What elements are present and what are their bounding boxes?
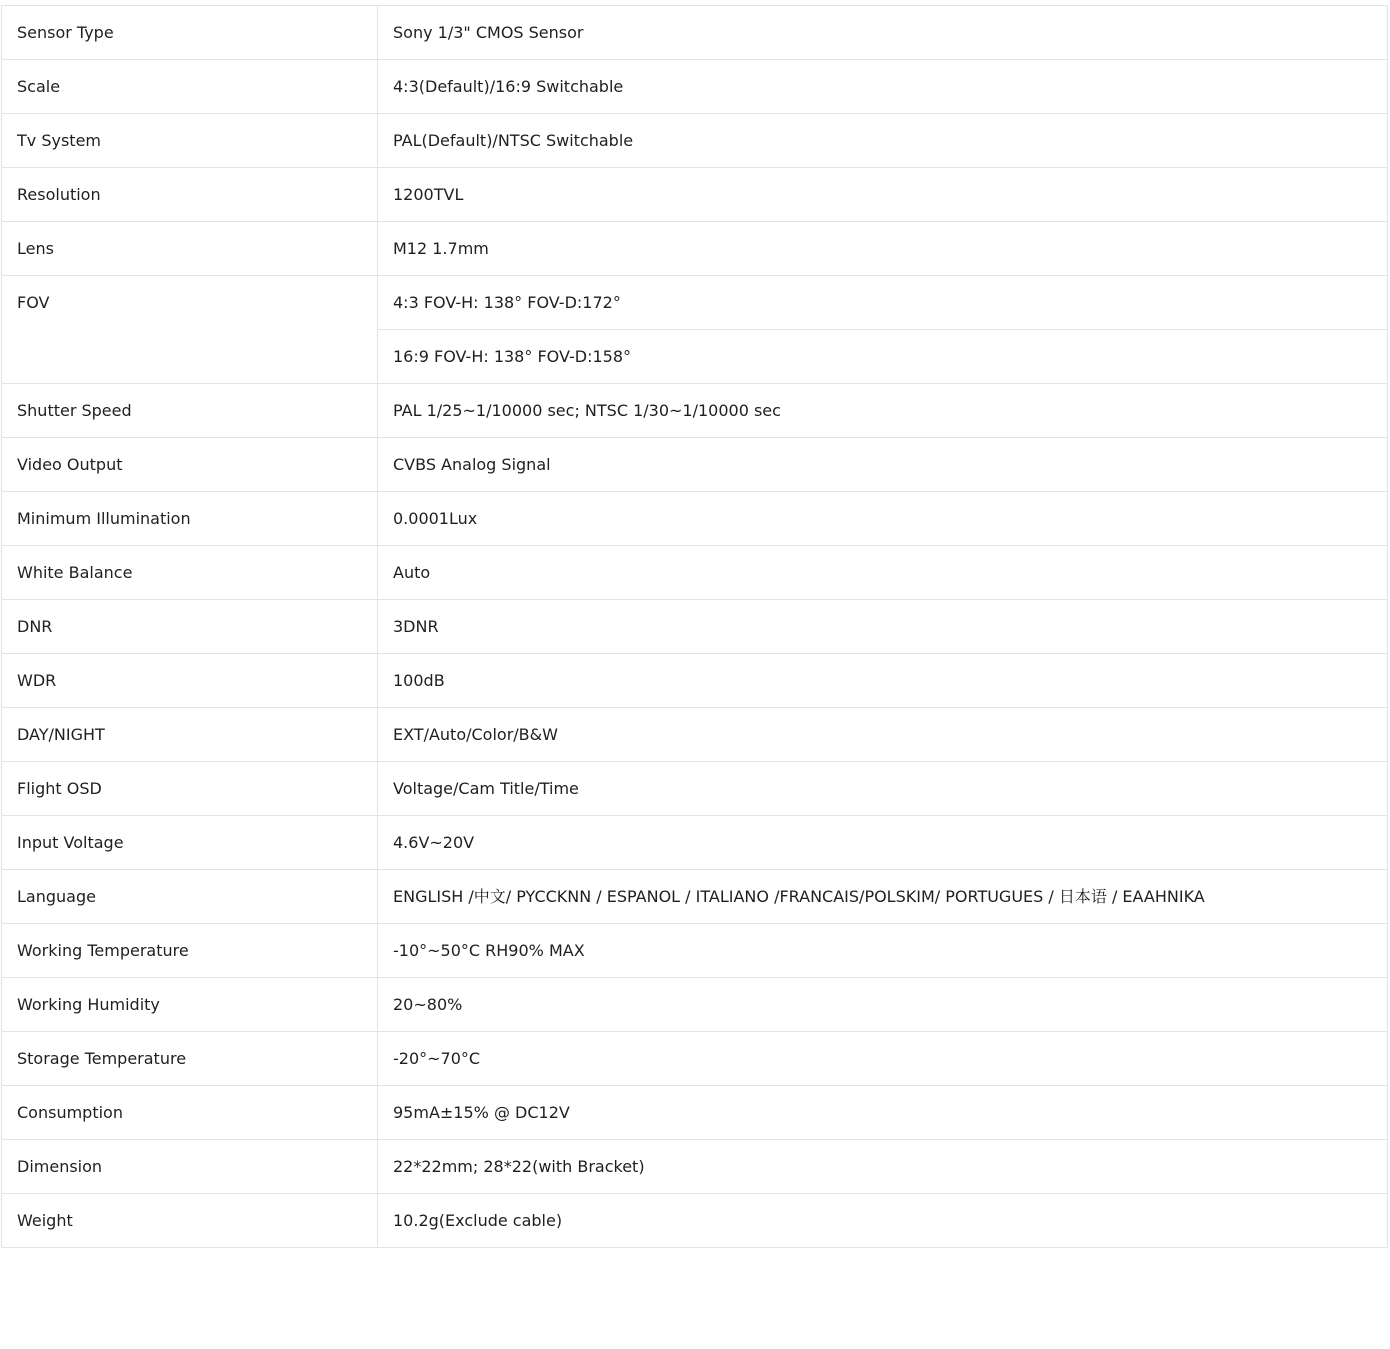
spec-label: Scale	[2, 60, 378, 114]
spec-label: Sensor Type	[2, 6, 378, 60]
spec-row	[2, 546, 1388, 600]
spec-label: DAY/NIGHT	[2, 708, 378, 762]
spec-value: 3DNR	[378, 600, 1388, 654]
spec-value: CVBS Analog Signal	[378, 438, 1388, 492]
spec-label: Tv System	[2, 114, 378, 168]
spec-label: Dimension	[2, 1140, 378, 1194]
spec-value: 22*22mm; 28*22(with Bracket)	[378, 1140, 1388, 1194]
spec-value: Voltage/Cam Title/Time	[378, 762, 1388, 816]
spec-value: 10.2g(Exclude cable)	[378, 1194, 1388, 1248]
spec-table-body	[2, 6, 1388, 1248]
spec-value: -10°~50°C RH90% MAX	[378, 924, 1388, 978]
spec-value: 95mA±15% @ DC12V	[378, 1086, 1388, 1140]
spec-row	[2, 978, 1388, 1032]
spec-label: Working Temperature	[2, 924, 378, 978]
spec-label: Language	[2, 870, 378, 924]
spec-row	[2, 708, 1388, 762]
spec-value: PAL 1/25~1/10000 sec; NTSC 1/30~1/10000 sec	[378, 384, 1388, 438]
spec-value: 16:9 FOV-H: 138° FOV-D:158°	[378, 330, 1388, 384]
spec-table	[1, 5, 1388, 1248]
spec-value: 1200TVL	[378, 168, 1388, 222]
spec-label: Storage Temperature	[2, 1032, 378, 1086]
spec-value: 4:3(Default)/16:9 Switchable	[378, 60, 1388, 114]
spec-label: Flight OSD	[2, 762, 378, 816]
spec-label: Video Output	[2, 438, 378, 492]
spec-row	[2, 762, 1388, 816]
spec-label: Input Voltage	[2, 816, 378, 870]
spec-row	[2, 1194, 1388, 1248]
spec-row	[2, 114, 1388, 168]
spec-value: 20~80%	[378, 978, 1388, 1032]
spec-row	[2, 924, 1388, 978]
spec-value: -20°~70°C	[378, 1032, 1388, 1086]
spec-row	[2, 276, 1388, 330]
spec-row	[2, 816, 1388, 870]
spec-value: EXT/Auto/Color/B&W	[378, 708, 1388, 762]
spec-label: Weight	[2, 1194, 378, 1248]
spec-label: Resolution	[2, 168, 378, 222]
spec-value: 0.0001Lux	[378, 492, 1388, 546]
spec-value: M12 1.7mm	[378, 222, 1388, 276]
spec-label: Minimum Illumination	[2, 492, 378, 546]
spec-row	[2, 1086, 1388, 1140]
spec-row	[2, 384, 1388, 438]
spec-label: Consumption	[2, 1086, 378, 1140]
spec-label: WDR	[2, 654, 378, 708]
spec-label: Working Humidity	[2, 978, 378, 1032]
spec-row	[2, 60, 1388, 114]
spec-row	[2, 6, 1388, 60]
spec-label: FOV	[2, 276, 378, 384]
spec-row	[2, 600, 1388, 654]
spec-value: PAL(Default)/NTSC Switchable	[378, 114, 1388, 168]
spec-row	[2, 1140, 1388, 1194]
spec-row	[2, 1032, 1388, 1086]
spec-label: Shutter Speed	[2, 384, 378, 438]
spec-row	[2, 654, 1388, 708]
spec-value: 4.6V~20V	[378, 816, 1388, 870]
spec-value: 4:3 FOV-H: 138° FOV-D:172°	[378, 276, 1388, 330]
spec-value: 100dB	[378, 654, 1388, 708]
spec-value: Auto	[378, 546, 1388, 600]
spec-row	[2, 438, 1388, 492]
spec-row	[2, 492, 1388, 546]
spec-row	[2, 168, 1388, 222]
spec-label: White Balance	[2, 546, 378, 600]
spec-value: Sony 1/3" CMOS Sensor	[378, 6, 1388, 60]
spec-value: ENGLISH /中文/ PYCCKNN / ESPANOL / ITALIANO /FRANCAIS/POLSKIM/ PORTUGUES / 日本语 / EAAHNIKA	[378, 870, 1388, 924]
spec-row	[2, 222, 1388, 276]
spec-label: Lens	[2, 222, 378, 276]
spec-row	[2, 870, 1388, 924]
spec-label: DNR	[2, 600, 378, 654]
